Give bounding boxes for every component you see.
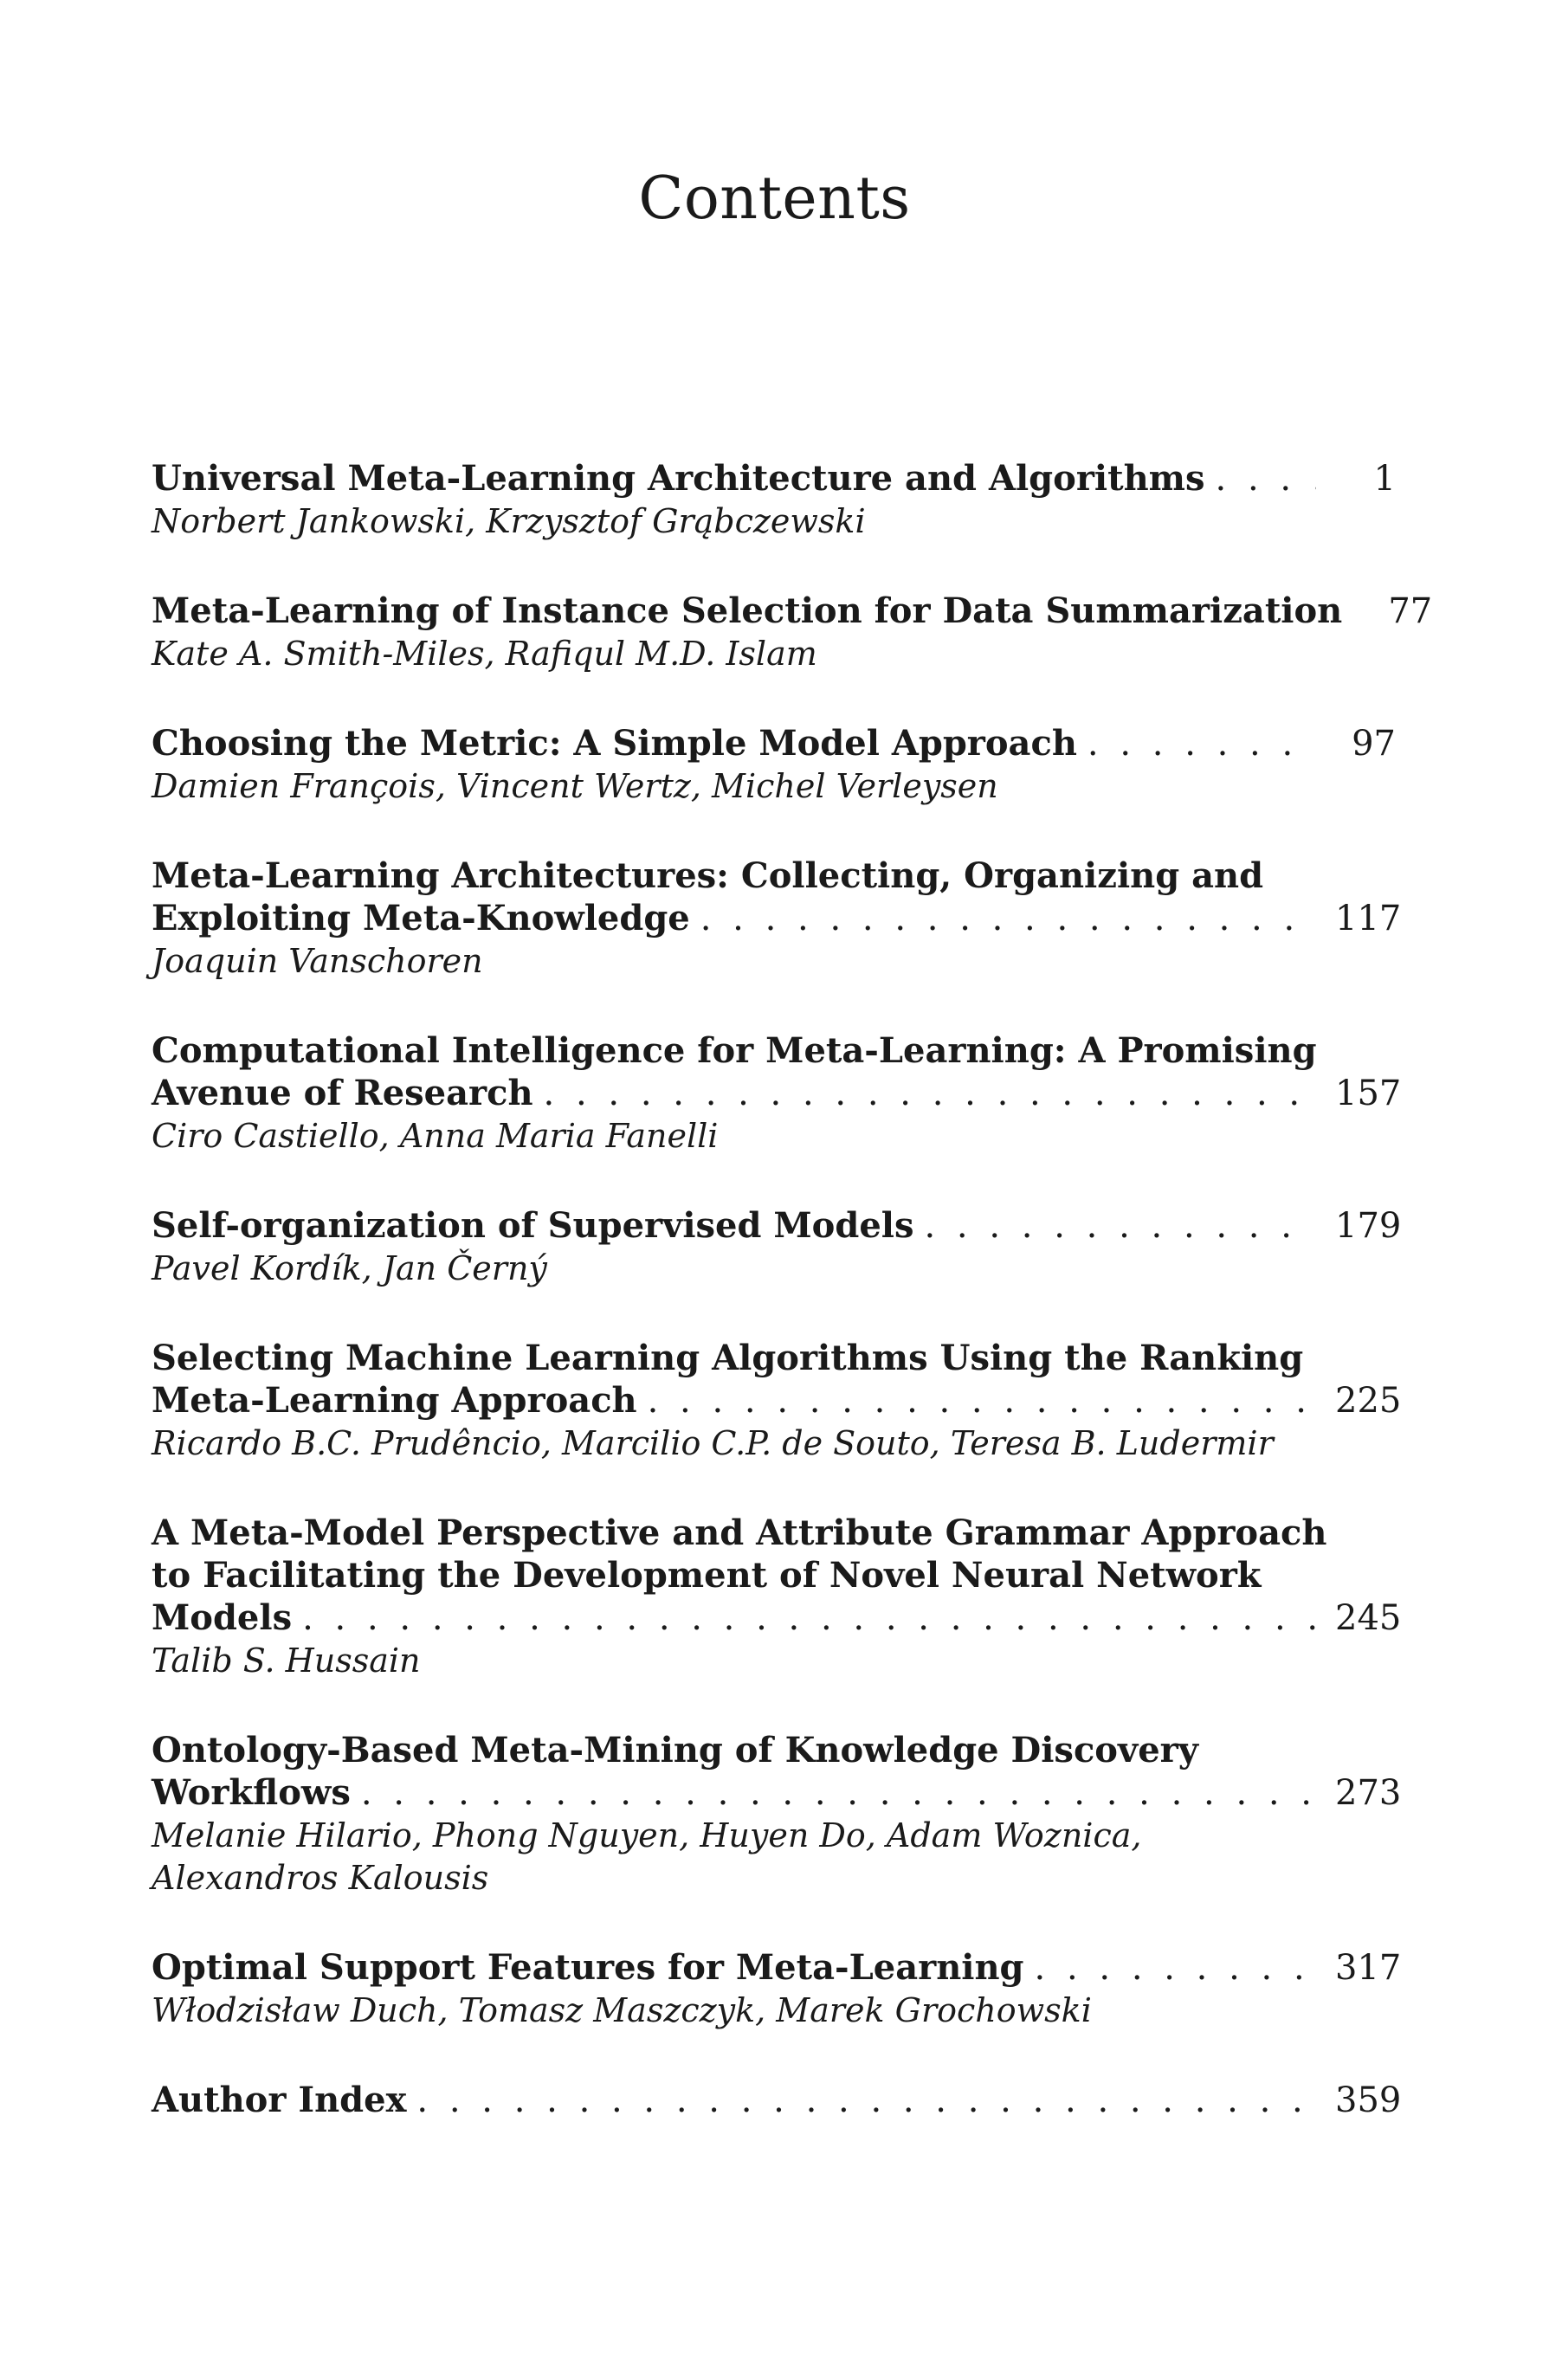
toc-entry-title-line xyxy=(152,855,1396,897)
toc-entry-title-line xyxy=(152,1204,1402,1248)
toc-entry-title-line xyxy=(152,1072,1402,1115)
dot-leader xyxy=(544,1073,1316,1115)
toc-entry-title[interactable]: Ontology-Based Meta-Mining of Knowledge Discovery xyxy=(152,1730,1198,1770)
toc-entry-title-line xyxy=(152,2079,1402,2122)
dot-leader xyxy=(925,1205,1317,1248)
page-number[interactable]: 359 xyxy=(1335,2080,1402,2120)
dot-leader xyxy=(416,2080,1316,2122)
toc-entry-title-line xyxy=(152,897,1402,940)
toc-entry[interactable] xyxy=(152,457,1396,543)
toc-entry-title[interactable]: Universal Meta-Learning Architecture and Algorithms xyxy=(152,458,1205,499)
page-number[interactable]: 77 xyxy=(1388,591,1433,631)
toc-entry-authors: Talib S. Hussain xyxy=(152,1641,421,1680)
toc-entry-authors: Ciro Castiello, Anna Maria Fanelli xyxy=(152,1117,719,1155)
toc-entry-title[interactable]: Author Index xyxy=(152,2080,407,2120)
toc-entry-title[interactable]: Models xyxy=(152,1597,293,1638)
toc-entry-title-line xyxy=(152,1596,1402,1640)
toc-entry-title[interactable]: Meta-Learning Architectures: Collecting, Organizing and xyxy=(152,855,1264,896)
toc-entry[interactable] xyxy=(152,722,1396,808)
toc-entry-authors: Włodzisław Duch, Tomasz Maszczyk, Marek Grochowski xyxy=(152,1991,1092,2029)
page-number[interactable]: 157 xyxy=(1335,1074,1402,1113)
toc-entry-title[interactable]: Optimal Support Features for Meta-Learning xyxy=(152,1947,1024,1988)
toc-entry-title-line xyxy=(152,457,1396,500)
page-number[interactable]: 97 xyxy=(1352,724,1396,764)
toc-entry[interactable] xyxy=(152,1512,1402,1682)
dot-leader xyxy=(302,1597,1316,1640)
toc-entry-title-line xyxy=(152,1771,1402,1815)
toc-entry-title-line xyxy=(152,722,1396,765)
page-title: Contents xyxy=(638,164,911,233)
toc-entry-title[interactable]: Meta-Learning Approach xyxy=(152,1380,637,1421)
toc-entry-title-line xyxy=(152,1379,1402,1422)
toc-entry-title[interactable]: Workflows xyxy=(152,1772,351,1813)
dot-leader xyxy=(1035,1947,1316,1990)
dot-leader xyxy=(1216,458,1316,500)
toc-entry-title-line xyxy=(152,590,1433,633)
toc-entry[interactable] xyxy=(152,2079,1402,2122)
toc-entry-title-line xyxy=(152,1946,1402,1990)
toc-entry-title[interactable]: to Facilitating the Development of Novel Neural Network xyxy=(152,1555,1262,1596)
page-number[interactable]: 273 xyxy=(1335,1773,1402,1813)
toc-entry-authors: Kate A. Smith-Miles, Rafiqul M.D. Islam xyxy=(152,635,817,673)
toc-entry[interactable] xyxy=(152,1946,1402,2032)
toc-entry[interactable] xyxy=(152,1204,1402,1290)
toc-entry-authors: Joaquin Vanschoren xyxy=(152,942,483,980)
toc-entry-title-line xyxy=(152,1512,1396,1554)
page-number[interactable]: 1 xyxy=(1373,459,1396,499)
page-number[interactable]: 317 xyxy=(1335,1948,1402,1988)
toc-entry-title[interactable]: Avenue of Research xyxy=(152,1073,533,1113)
toc-entry[interactable] xyxy=(152,1337,1402,1465)
toc-entry-authors: Norbert Jankowski, Krzysztof Grąbczewski xyxy=(152,502,866,540)
toc-entry-authors: Pavel Kordík, Jan Černý xyxy=(152,1249,547,1287)
toc-entry-title[interactable]: Exploiting Meta-Knowledge xyxy=(152,898,690,938)
toc-entry-title-line xyxy=(152,1337,1396,1379)
toc-entry-authors: Ricardo B.C. Prudêncio, Marcilio C.P. de Souto, Teresa B. Ludermir xyxy=(152,1424,1274,1462)
toc-entry-title-line xyxy=(152,1029,1396,1072)
toc-entry-title[interactable]: Selecting Machine Learning Algorithms Using the Ranking xyxy=(152,1338,1304,1378)
table-of-contents xyxy=(152,457,1433,2169)
toc-entry-title[interactable]: A Meta-Model Perspective and Attribute Grammar Approach xyxy=(152,1512,1327,1553)
toc-entry[interactable] xyxy=(152,1029,1402,1158)
page-number[interactable]: 179 xyxy=(1335,1206,1402,1246)
toc-entry-title[interactable]: Meta-Learning of Instance Selection for Data Summarization xyxy=(152,590,1343,631)
toc-entry[interactable] xyxy=(152,855,1402,983)
toc-entry-authors: Alexandros Kalousis xyxy=(152,1859,489,1897)
toc-entry-title[interactable]: Choosing the Metric: A Simple Model Approach xyxy=(152,723,1077,764)
dot-leader xyxy=(648,1380,1316,1422)
page-number[interactable]: 225 xyxy=(1335,1381,1402,1421)
dot-leader xyxy=(1088,723,1316,765)
toc-entry-authors: Damien François, Vincent Wertz, Michel Verleysen xyxy=(152,767,998,805)
toc-entry[interactable] xyxy=(152,590,1433,675)
dot-leader xyxy=(361,1772,1316,1815)
toc-entry-title-line xyxy=(152,1729,1396,1771)
page-number[interactable]: 245 xyxy=(1335,1598,1402,1638)
toc-entry-title[interactable]: Computational Intelligence for Meta-Learning: A Promising xyxy=(152,1030,1317,1071)
toc-entry-title[interactable]: Self-organization of Supervised Models xyxy=(152,1205,914,1246)
toc-entry-title-line xyxy=(152,1554,1396,1596)
toc-entry-authors: Melanie Hilario, Phong Nguyen, Huyen Do, Adam Woznica, xyxy=(152,1816,1142,1854)
page-number[interactable]: 117 xyxy=(1335,899,1402,938)
toc-entry[interactable] xyxy=(152,1729,1402,1899)
dot-leader xyxy=(700,898,1316,940)
